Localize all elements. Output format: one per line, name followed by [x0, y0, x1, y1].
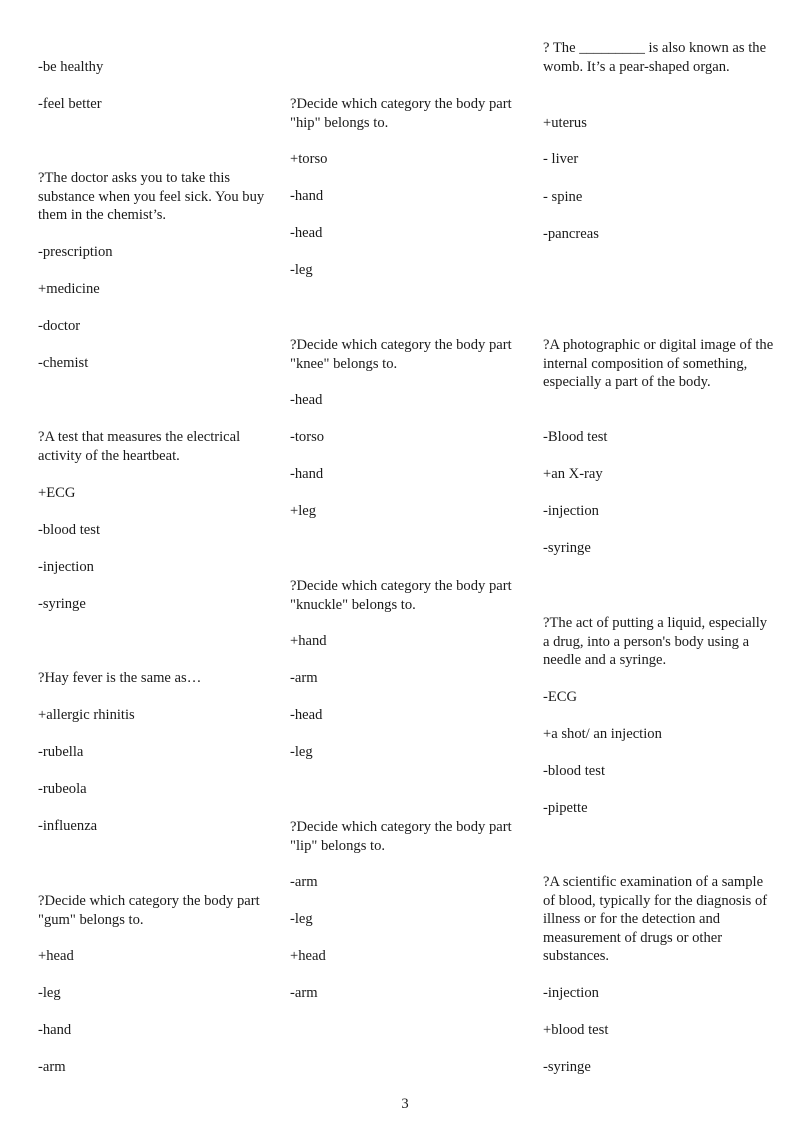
answer-option	[38, 354, 270, 373]
answer-option	[543, 688, 775, 707]
question-text: ?The act of putting a liquid, especially a drug, into a person's body using a needle and a syringe.	[543, 615, 768, 668]
answer-option	[290, 224, 522, 243]
option-text: +allergic rhinitis	[38, 707, 135, 723]
answer-option	[290, 743, 522, 762]
page-number: 3	[401, 1096, 409, 1112]
question	[290, 818, 522, 855]
answer-option	[543, 114, 775, 133]
option-text: +medicine	[38, 281, 100, 297]
option-text: +head	[290, 948, 326, 964]
answer-option	[290, 706, 522, 725]
option-text: -influenza	[38, 818, 98, 834]
answer-option	[38, 706, 270, 725]
option-text: +a shot/ an injection	[543, 726, 662, 742]
option-text: -Blood test	[543, 429, 608, 445]
question-text: ? The _________ is also known as the womb. It’s a pear-shaped organ.	[543, 40, 767, 75]
option-text: -injection	[543, 985, 599, 1001]
option-text: -pipette	[543, 800, 588, 816]
answer-option	[38, 521, 270, 540]
option-text: -blood test	[38, 522, 101, 538]
option-text: -rubeola	[38, 781, 87, 797]
answer-option	[38, 484, 270, 503]
option-text: -hand	[290, 188, 324, 204]
question-text: ?A scientific examination of a sample of blood, typically for the diagnosis of illness or for the detection and measurement of drugs or other substances.	[543, 874, 768, 964]
answer-option	[38, 780, 270, 799]
answer-option	[290, 984, 522, 1003]
answer-option	[38, 95, 270, 114]
option-text: -ECG	[543, 689, 578, 705]
option-text: - liver	[543, 151, 579, 167]
option-text: -syringe	[38, 596, 86, 612]
answer-option	[38, 58, 270, 77]
option-text: -head	[290, 707, 323, 723]
answer-option	[290, 391, 522, 410]
option-text: -feel better	[38, 96, 102, 112]
option-text: -arm	[290, 874, 318, 890]
option-text: -injection	[543, 503, 599, 519]
answer-option	[38, 317, 270, 336]
answer-option	[290, 669, 522, 688]
question	[38, 669, 270, 688]
answer-option	[38, 947, 270, 966]
answer-option	[38, 817, 270, 836]
question-text: ?Hay fever is the same as…	[38, 670, 202, 686]
option-text: -leg	[290, 262, 313, 278]
question-text: ?The doctor asks you to take this substance when you feel sick. You buy them in the chemist’s.	[38, 170, 265, 223]
answer-option	[543, 1058, 775, 1077]
answer-option	[290, 465, 522, 484]
option-text: -rubella	[38, 744, 84, 760]
option-text: +head	[38, 948, 74, 964]
option-text: -leg	[290, 744, 313, 760]
question	[543, 873, 775, 966]
option-text: -arm	[38, 1059, 66, 1075]
question-text: ?Decide which category the body part "gum" belongs to.	[38, 893, 260, 928]
question	[290, 95, 522, 132]
answer-option	[543, 1021, 775, 1040]
question-text: ?Decide which category the body part "knuckle" belongs to.	[290, 578, 512, 613]
option-text: -prescription	[38, 244, 113, 260]
question-text: ?A photographic or digital image of the internal composition of something, especially a part of the body.	[543, 337, 774, 390]
question	[290, 577, 522, 614]
answer-option	[290, 910, 522, 929]
answer-option	[543, 502, 775, 521]
option-text: +an X-ray	[543, 466, 603, 482]
question	[38, 428, 270, 465]
option-text: -pancreas	[543, 226, 599, 242]
answer-option	[290, 947, 522, 966]
question	[543, 614, 775, 670]
answer-option	[290, 150, 522, 169]
option-text: -be healthy	[38, 59, 104, 75]
option-text: -chemist	[38, 355, 89, 371]
answer-option	[543, 984, 775, 1003]
option-text: -hand	[290, 466, 324, 482]
option-text: -injection	[38, 559, 94, 575]
question-text: ?Decide which category the body part "knee" belongs to.	[290, 337, 512, 372]
answer-option	[290, 187, 522, 206]
answer-option	[543, 225, 775, 244]
answer-option	[38, 743, 270, 762]
option-text: - spine	[543, 189, 583, 205]
answer-option	[38, 1021, 270, 1040]
answer-option	[290, 632, 522, 651]
option-text: -syringe	[543, 1059, 591, 1075]
answer-option	[543, 725, 775, 744]
option-text: -doctor	[38, 318, 81, 334]
option-text: -leg	[38, 985, 61, 1001]
option-text: -head	[290, 225, 323, 241]
option-text: -head	[290, 392, 323, 408]
option-text: +hand	[290, 633, 327, 649]
option-text: +leg	[290, 503, 317, 519]
answer-option	[38, 984, 270, 1003]
answer-option	[543, 465, 775, 484]
option-text: -hand	[38, 1022, 72, 1038]
answer-option	[290, 261, 522, 280]
answer-option	[38, 280, 270, 299]
answer-option	[38, 595, 270, 614]
answer-option	[38, 243, 270, 262]
option-text: -leg	[290, 911, 313, 927]
option-text: +blood test	[543, 1022, 609, 1038]
answer-option	[543, 188, 775, 207]
answer-option	[543, 799, 775, 818]
answer-option	[38, 1058, 270, 1077]
question	[290, 336, 522, 373]
option-text: +uterus	[543, 115, 587, 131]
option-text: -arm	[290, 670, 318, 686]
answer-option	[290, 502, 522, 521]
question	[38, 892, 270, 929]
answer-option	[290, 873, 522, 892]
question-text: ?Decide which category the body part "lip" belongs to.	[290, 819, 512, 854]
question	[543, 336, 775, 392]
answer-option	[543, 150, 775, 169]
answer-option	[38, 558, 270, 577]
option-text: -torso	[290, 429, 325, 445]
option-text: +torso	[290, 151, 328, 167]
option-text: +ECG	[38, 485, 76, 501]
option-text: -syringe	[543, 540, 591, 556]
answer-option	[543, 539, 775, 558]
option-text: -blood test	[543, 763, 606, 779]
option-text: -arm	[290, 985, 318, 1001]
answer-option	[543, 762, 775, 781]
question-text: ?A test that measures the electrical activity of the heartbeat.	[38, 429, 241, 464]
answer-option	[290, 428, 522, 447]
question	[543, 39, 775, 76]
answer-option	[543, 428, 775, 447]
question-text: ?Decide which category the body part "hip" belongs to.	[290, 96, 512, 131]
question	[38, 169, 270, 225]
